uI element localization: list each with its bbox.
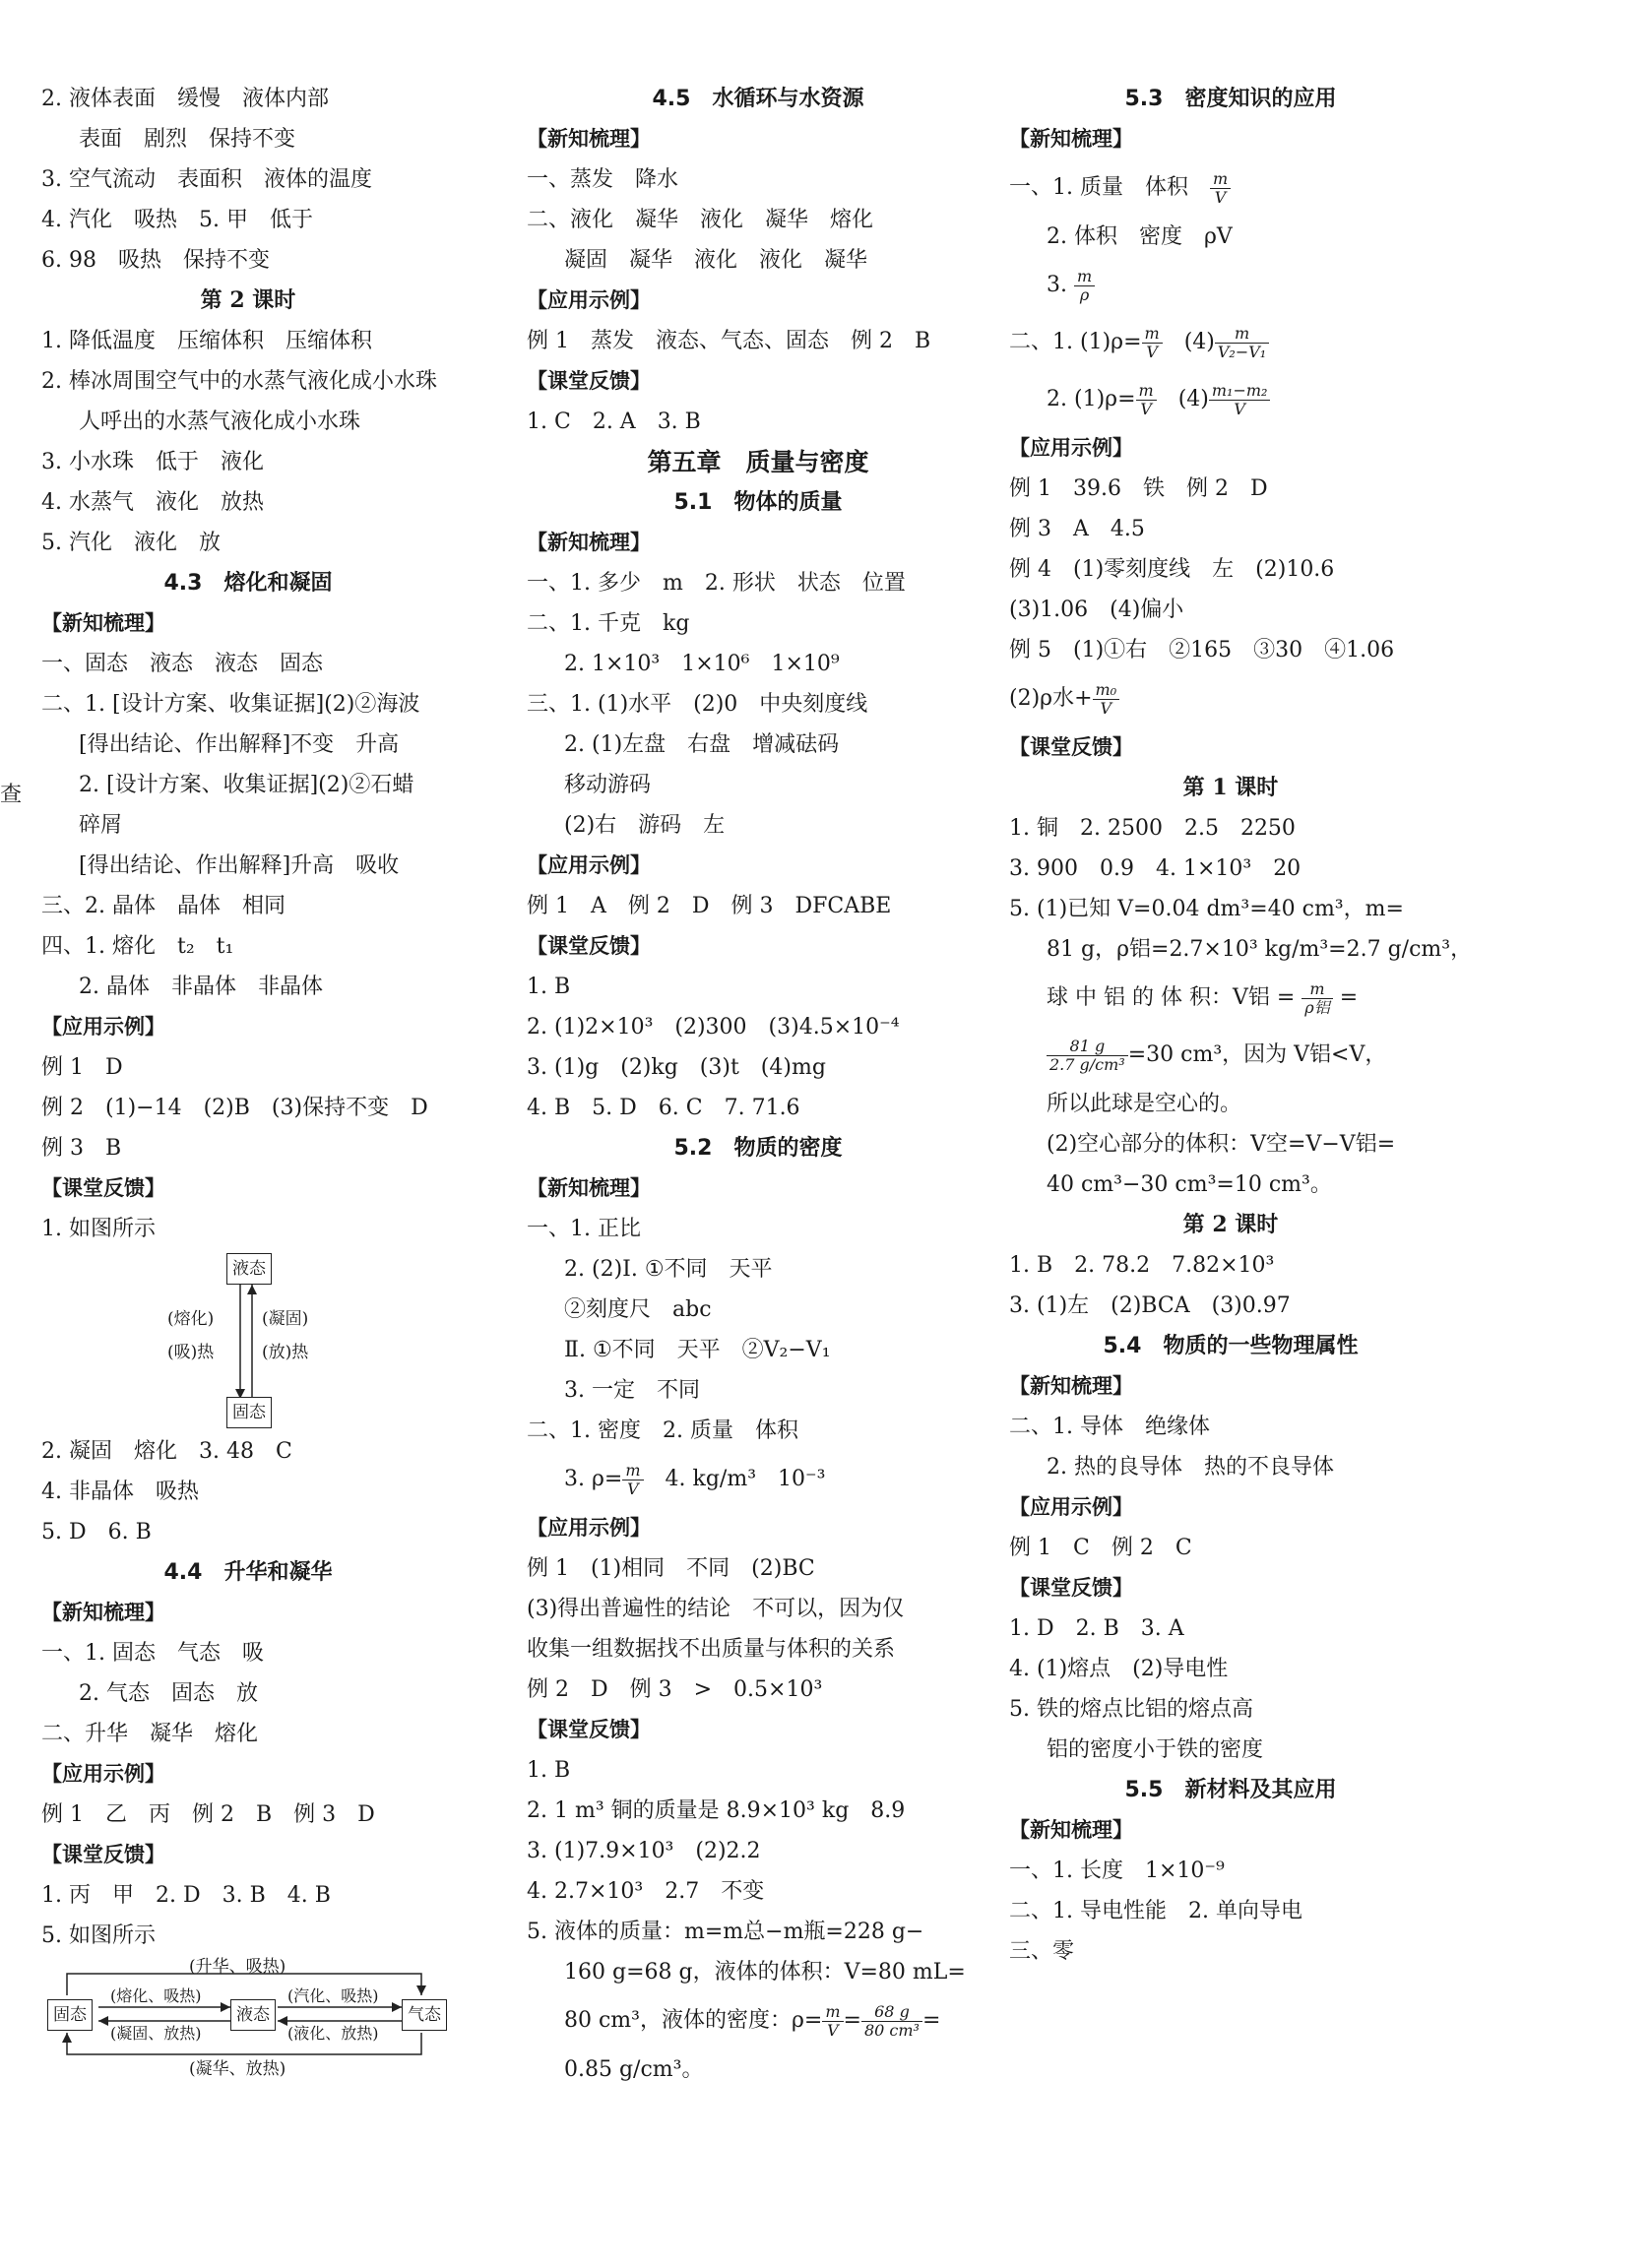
section-title: 5.5 新材料及其应用 <box>1124 1778 1337 1802</box>
text: = <box>1332 985 1359 1010</box>
line: 5. (1)已知 V=0.04 dm³=40 cm³，m= <box>1009 897 1404 921</box>
line: 4. 非晶体 吸热 <box>41 1480 199 1504</box>
section-title: 4.4 升华和凝华 <box>163 1560 333 1585</box>
section-title: 4.5 水循环与水资源 <box>652 87 864 111</box>
text: 3. <box>1047 273 1074 297</box>
text: (2)ρ水+ <box>1009 686 1093 711</box>
numerator: m <box>1142 325 1163 344</box>
line: 3. 小水珠 低于 液化 <box>41 450 264 474</box>
line: 4. B 5. D 6. C 7. 71.6 <box>527 1096 800 1120</box>
text: 80 cm³，液体的密度：ρ= <box>564 2008 823 2033</box>
line: 5. 如图所示 <box>41 1923 156 1948</box>
diagram-label: (熔化、吸热) <box>110 1986 202 2005</box>
section-title: 5.4 物质的一些物理属性 <box>1103 1334 1359 1358</box>
text: 球 中 铝 的 体 积：V铝 = <box>1047 985 1302 1010</box>
section-title: 5.2 物质的密度 <box>673 1136 843 1161</box>
diagram-label: (凝固、放热) <box>110 2024 202 2043</box>
diagram-label: (凝固) <box>262 1309 309 1329</box>
line: 3. (1)7.9×10³ (2)2.2 <box>527 1839 761 1863</box>
column-3 <box>1009 79 1473 1972</box>
section-label: 【新知梳理】 <box>527 531 651 554</box>
line: 铝的密度小于铁的密度 <box>1047 1737 1264 1762</box>
line: 三、2. 晶体 晶体 相同 <box>41 894 286 918</box>
numerator: 81 g <box>1047 1038 1128 1056</box>
formula-line <box>527 1992 989 2049</box>
line: 3. (1)g (2)kg (3)t (4)mg <box>527 1055 826 1080</box>
line: 2. 热的良导体 热的不良导体 <box>1047 1455 1334 1480</box>
phase-diagram-three-states <box>41 1956 455 2104</box>
column-1 <box>41 79 455 2104</box>
line: 5. 铁的熔点比铝的熔点高 <box>1009 1697 1253 1722</box>
line: Ⅱ. ①不同 天平 ②V₂−V₁ <box>564 1338 831 1362</box>
section-label: 【课堂反馈】 <box>527 369 651 393</box>
line: 二、1. 密度 2. 质量 体积 <box>527 1418 798 1443</box>
line: 1. B 2. 78.2 7.82×10³ <box>1009 1253 1275 1278</box>
fraction <box>1215 325 1269 361</box>
line: 5. D 6. B <box>41 1520 152 1544</box>
section-label: 【应用示例】 <box>527 853 651 877</box>
fraction <box>822 2003 843 2040</box>
phase-diagram-solid-liquid <box>41 1249 455 1431</box>
line: 1. 降低温度 压缩体积 压缩体积 <box>41 329 372 353</box>
line: 2. 棒冰周围空气中的水蒸气液化成小水珠 <box>41 369 437 394</box>
section-title: 5.1 物体的质量 <box>673 490 843 515</box>
line: 例 2 D 例 3 > 0.5×10³ <box>527 1677 823 1702</box>
solid-box: 固态 <box>47 1999 93 2031</box>
fraction <box>1136 382 1157 418</box>
numerator: m <box>1215 325 1269 344</box>
denominator: V <box>1146 342 1158 361</box>
line: 一、1. 多少 m 2. 形状 状态 位置 <box>527 571 906 596</box>
line: 一、1. 长度 1×10⁻⁹ <box>1009 1858 1225 1883</box>
numerator: m <box>1302 980 1332 999</box>
text: 4. kg/m³ 10⁻³ <box>643 1467 826 1491</box>
section-label: 【应用示例】 <box>41 1762 165 1786</box>
denominator: V <box>1234 399 1245 418</box>
text: 2. (1)ρ= <box>1047 387 1136 411</box>
chapter-title: 第五章 质量与密度 <box>647 448 869 476</box>
line: 收集一组数据找不出质量与体积的关系 <box>527 1637 896 1662</box>
line: 二、1. 导电性能 2. 单向导电 <box>1009 1899 1302 1923</box>
fraction <box>1210 170 1231 207</box>
denominator: V <box>1214 187 1227 207</box>
text: =30 cm³，因为 V铝<V， <box>1127 1042 1387 1067</box>
formula-line <box>1009 670 1452 727</box>
section-label: 【应用示例】 <box>41 1015 165 1039</box>
fraction <box>1302 980 1332 1017</box>
diagram-label: (凝华、放热) <box>189 2059 286 2079</box>
line: 一、1. 固态 气态 吸 <box>41 1641 264 1666</box>
numerator: m <box>1136 382 1157 401</box>
line: 5. 汽化 液化 放 <box>41 531 221 555</box>
line: 2. (1)2×10³ (2)300 (3)4.5×10⁻⁴ <box>527 1015 900 1040</box>
section-label: 【新知梳理】 <box>527 1176 651 1200</box>
line: 例 1 A 例 2 D 例 3 DFCABE <box>527 894 892 918</box>
numerator: m <box>822 2003 843 2022</box>
line: 二、液化 凝华 液化 凝华 熔化 <box>527 208 874 232</box>
diagram-label: (升华、吸热) <box>189 1957 286 1977</box>
diagram-label: (吸)热 <box>167 1343 215 1362</box>
numerator: m <box>622 1462 643 1480</box>
section-label: 【课堂反馈】 <box>527 1718 651 1741</box>
lesson-title: 第 1 课时 <box>1182 775 1279 800</box>
numerator: m <box>1210 170 1231 189</box>
formula-line <box>1009 371 1452 428</box>
text: 二、1. (1)ρ= <box>1009 330 1142 354</box>
formula-line <box>1009 314 1452 371</box>
text: 3. ρ= <box>564 1467 623 1491</box>
line: 1. 铜 2. 2500 2.5 2250 <box>1009 816 1296 841</box>
line: [得出结论、作出解释]不变 升高 <box>79 732 400 757</box>
line: 二、1. 导体 绝缘体 <box>1009 1415 1210 1439</box>
section-label: 【课堂反馈】 <box>527 934 651 958</box>
line: 例 1 39.6 铁 例 2 D <box>1009 476 1268 501</box>
line: 例 5 (1)①右 ②165 ③30 ④1.06 <box>1009 638 1395 662</box>
text: = <box>843 2008 861 2033</box>
line: 2. 凝固 熔化 3. 48 C <box>41 1439 292 1464</box>
numerator: m₀ <box>1093 681 1120 700</box>
formula-line <box>1009 159 1452 217</box>
lesson-title: 第 2 课时 <box>1182 1212 1279 1237</box>
line: 凝固 凝华 液化 液化 凝华 <box>564 248 868 273</box>
denominator: ρ铝 <box>1304 997 1330 1017</box>
line: 160 g=68 g，液体的体积：V=80 mL= <box>564 1960 966 1984</box>
text: (4) <box>1162 330 1215 354</box>
line: 2. 1 m³ 铜的质量是 8.9×10³ kg 8.9 <box>527 1798 906 1823</box>
numerator: m₁−m₂ <box>1209 382 1271 401</box>
line: 表面 剧烈 保持不变 <box>79 127 296 152</box>
section-label: 【新知梳理】 <box>527 127 651 151</box>
section-title: 5.3 密度知识的应用 <box>1124 87 1337 111</box>
line: 2. 液体表面 缓慢 液体内部 <box>41 87 329 111</box>
fraction <box>1142 325 1163 361</box>
section-label: 【课堂反馈】 <box>41 1176 165 1200</box>
line: 3. 900 0.9 4. 1×10³ 20 <box>1009 856 1302 881</box>
line: 2. 体积 密度 ρV <box>1047 224 1233 249</box>
line: 例 1 D <box>41 1055 123 1080</box>
line: 例 3 A 4.5 <box>1009 517 1145 541</box>
fraction <box>861 2003 922 2040</box>
section-label: 【新知梳理】 <box>1009 1374 1133 1398</box>
line: 1. B <box>527 975 571 999</box>
line: 四、1. 熔化 t₂ t₁ <box>41 934 234 959</box>
line: 2. 1×10³ 1×10⁶ 1×10⁹ <box>564 652 840 676</box>
line: 2. [设计方案、收集证据](2)②石蜡 <box>79 773 414 797</box>
line: 4. 水蒸气 液化 放热 <box>41 490 264 515</box>
solid-box: 固态 <box>226 1397 272 1428</box>
line: 1. 丙 甲 2. D 3. B 4. B <box>41 1883 331 1908</box>
fraction <box>1209 382 1271 418</box>
line: (2)右 游码 左 <box>564 813 726 838</box>
section-label: 【新知梳理】 <box>41 1601 165 1624</box>
formula-line <box>1009 257 1452 314</box>
lesson-title: 第 2 课时 <box>200 287 296 313</box>
line: 三、1. (1)水平 (2)0 中央刻度线 <box>527 692 868 717</box>
formula-line <box>1009 1027 1452 1084</box>
line: 例 1 C 例 2 C <box>1009 1536 1192 1560</box>
line: 4. 汽化 吸热 5. 甲 低于 <box>41 208 313 232</box>
line: 二、升华 凝华 熔化 <box>41 1722 259 1746</box>
denominator: V <box>827 2020 839 2040</box>
diagram-label: (液化、放热) <box>287 2024 379 2043</box>
line: ②刻度尺 abc <box>564 1297 712 1322</box>
line: 6. 98 吸热 保持不变 <box>41 248 270 273</box>
text: = <box>921 2008 941 2033</box>
line: 移动游码 <box>564 773 652 797</box>
line: (3)1.06 (4)偏小 <box>1009 598 1184 622</box>
diagram-label: (汽化、吸热) <box>287 1986 379 2005</box>
line: 1. B <box>527 1758 571 1783</box>
line: 二、1. [设计方案、收集证据](2)②海波 <box>41 692 420 717</box>
line: 2. 气态 固态 放 <box>79 1681 258 1706</box>
liquid-box: 液态 <box>226 1253 272 1285</box>
denominator: V <box>1100 698 1112 718</box>
line: 2. 晶体 非晶体 非晶体 <box>79 975 323 999</box>
section-label: 【应用示例】 <box>1009 1495 1133 1519</box>
line: 一、固态 液态 液态 固态 <box>41 652 324 676</box>
section-label: 【应用示例】 <box>1009 436 1133 460</box>
line: 40 cm³−30 cm³=10 cm³。 <box>1047 1172 1332 1197</box>
line: 一、蒸发 降水 <box>527 167 679 192</box>
denominator: ρ <box>1079 284 1090 304</box>
line: 碎屑 <box>79 813 123 838</box>
numerator: 68 g <box>861 2003 922 2022</box>
line: (3)得出普遍性的结论 不可以，因为仅 <box>527 1597 905 1621</box>
line: 0.85 g/cm³。 <box>564 2057 704 2082</box>
section-label: 【新知梳理】 <box>1009 1818 1133 1842</box>
text: 一、1. 质量 体积 <box>1009 175 1210 200</box>
line: 人呼出的水蒸气液化成小水珠 <box>79 410 361 434</box>
line: 例 1 (1)相同 不同 (2)BC <box>527 1556 815 1581</box>
section-label: 【课堂反馈】 <box>1009 1576 1133 1600</box>
text: (4) <box>1156 387 1209 411</box>
section-title: 4.3 熔化和凝固 <box>163 571 333 596</box>
section-label: 【课堂反馈】 <box>1009 735 1133 759</box>
line: 1. 如图所示 <box>41 1217 156 1241</box>
line: [得出结论、作出解释]升高 吸收 <box>79 853 400 878</box>
denominator: 80 cm³ <box>863 2020 920 2040</box>
diagram-label: (熔化) <box>167 1309 215 1329</box>
line: 2. (2)Ⅰ. ①不同 天平 <box>564 1257 773 1282</box>
line: 例 1 蒸发 液态、气态、固态 例 2 B <box>527 329 931 353</box>
margin-mark: 查 <box>0 783 23 807</box>
fraction <box>622 1462 643 1498</box>
fraction <box>1093 681 1120 718</box>
column-2 <box>527 79 989 2090</box>
denominator: V₂−V₁ <box>1217 342 1267 361</box>
section-label: 【新知梳理】 <box>1009 127 1133 151</box>
denominator: V <box>1140 399 1152 418</box>
gas-box: 气态 <box>402 1999 447 2031</box>
liquid-box: 液态 <box>230 1999 276 2031</box>
section-label: 【应用示例】 <box>527 288 651 312</box>
line: 2. (1)左盘 右盘 增减砝码 <box>564 732 840 757</box>
numerator: m <box>1074 268 1095 286</box>
diagram-label: (放)热 <box>262 1343 309 1362</box>
line: 所以此球是空心的。 <box>1047 1092 1242 1116</box>
section-label: 【课堂反馈】 <box>41 1843 165 1866</box>
line: 二、1. 千克 kg <box>527 611 690 636</box>
denominator: 2.7 g/cm³ <box>1049 1054 1125 1074</box>
line: 5. 液体的质量：m=m总−m瓶=228 g− <box>527 1920 924 1944</box>
section-label: 【应用示例】 <box>527 1516 651 1540</box>
line: 三、零 <box>1009 1939 1075 1964</box>
line: 81 g，ρ铝=2.7×10³ kg/m³=2.7 g/cm³， <box>1047 937 1473 962</box>
line: 例 4 (1)零刻度线 左 (2)10.6 <box>1009 557 1335 582</box>
line: 3. 一定 不同 <box>564 1378 700 1403</box>
fraction <box>1047 1038 1128 1074</box>
section-label: 【新知梳理】 <box>41 611 165 635</box>
line: 一、1. 正比 <box>527 1217 641 1241</box>
line: 例 3 B <box>41 1136 122 1161</box>
denominator: V <box>627 1479 639 1498</box>
line: 4. 2.7×10³ 2.7 不变 <box>527 1879 765 1904</box>
line: 例 1 乙 丙 例 2 B 例 3 D <box>41 1802 375 1827</box>
line: 4. (1)熔点 (2)导电性 <box>1009 1657 1229 1681</box>
line: 3. 空气流动 表面积 液体的温度 <box>41 167 372 192</box>
line: 1. C 2. A 3. B <box>527 410 701 434</box>
line: 1. D 2. B 3. A <box>1009 1616 1184 1641</box>
fraction <box>1074 268 1095 304</box>
formula-line <box>527 1451 989 1508</box>
line: 3. (1)左 (2)BCA (3)0.97 <box>1009 1293 1291 1318</box>
formula-line <box>1009 970 1452 1027</box>
line: (2)空心部分的体积：V空=V−V铝= <box>1047 1132 1396 1157</box>
line: 例 2 (1)−14 (2)B (3)保持不变 D <box>41 1096 428 1120</box>
